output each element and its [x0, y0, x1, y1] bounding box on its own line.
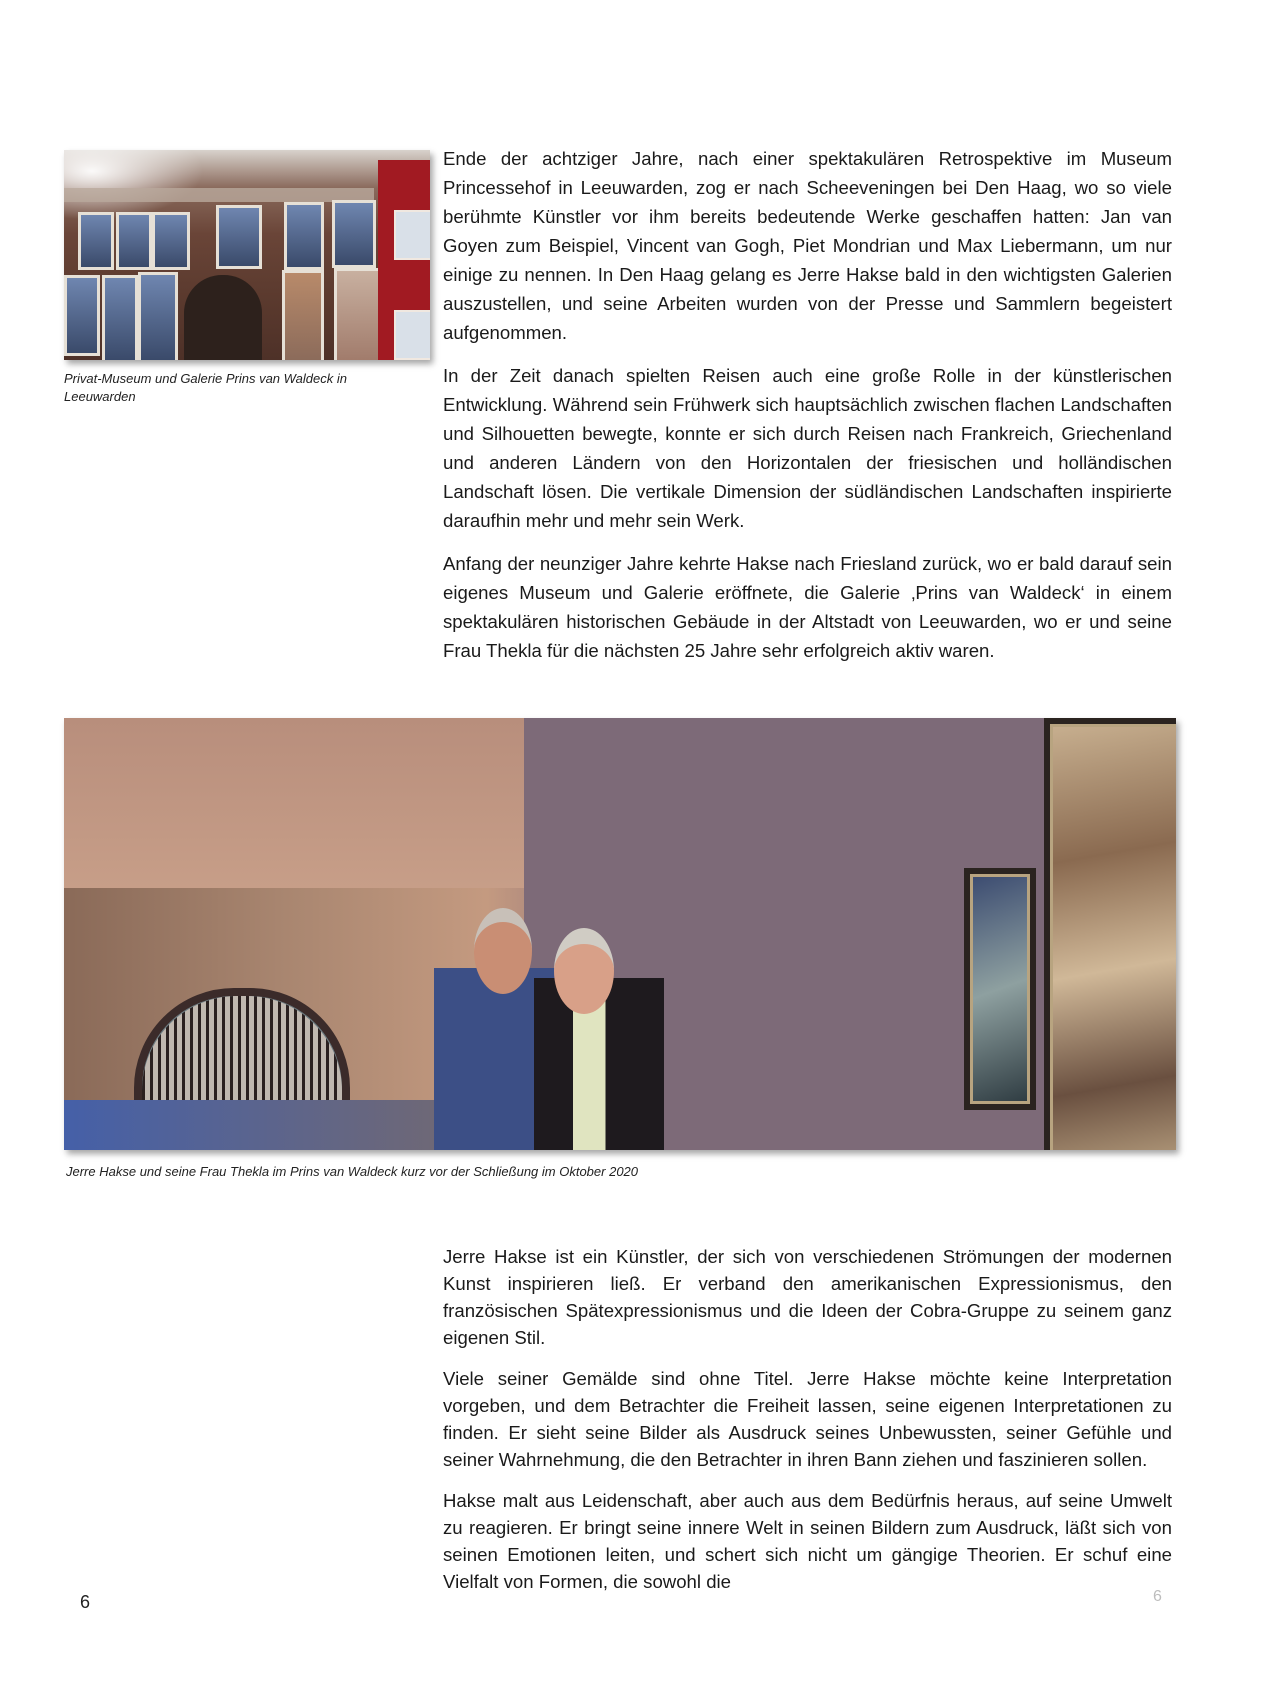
- arched-doorway: [184, 275, 262, 360]
- article-text-bottom: [443, 1243, 1172, 1595]
- article-text-top: [443, 144, 1172, 665]
- painting: [1044, 718, 1176, 1150]
- paragraph: In der Zeit danach spielten Reisen auch eine große Rolle in der künstlerischen Entwicklung. Während sein Frühwerk sich hauptsächlich zwischen flachen Landschaften und Silhouetten bewegte, konnte er sich durch Reisen nach Frankreich, Griechenland und anderen Ländern von den Horizontalen der friesischen und holländischen Landschaft lösen. Die vertikale Dimension der südländischen Landschaften inspirierte daraufhin mehr und mehr sein Werk.: [443, 365, 1172, 531]
- painting: [964, 868, 1036, 1110]
- gallery-photo: [64, 718, 1176, 1150]
- gallery-photo-caption: Jerre Hakse und seine Frau Thekla im Prins van Waldeck kurz vor der Schließung im Oktober 2020: [66, 1164, 639, 1179]
- paragraph: Viele seiner Gemälde sind ohne Titel. Jerre Hakse möchte keine Interpretation vorgeben, und dem Betrachter die Freiheit lassen, seine eigenen Interpretationen zu finden. Er sieht seine Bilder als Ausdruck seines Unbewussten, seiner Gefühle und seiner Wahrnehmung, die den Betrachter in ihren Bann ziehen und faszinieren sollen.: [443, 1368, 1172, 1470]
- paragraph: Ende der achtziger Jahre, nach einer spektakulären Retrospektive im Museum Princessehof in Leeuwarden, zog er nach Scheeveningen bei Den Haag, wo so viele berühmte Künstler vor ihm bereits bedeutende Werke geschaffen hatten: Jan van Goyen zum Beispiel, Vincent van Gogh, Piet Mondrian und Max Liebermann, um nur einige zu nennen. In Den Haag gelang es Jerre Hakse bald in den wichtigsten Galerien auszustellen, und seine Arbeiten wurden von der Presse und Sammlern begeistert aufgenommen.: [443, 148, 1172, 343]
- person-woman: [534, 978, 664, 1150]
- page-number-ghost: 6: [1153, 1588, 1162, 1605]
- paragraph: Jerre Hakse ist ein Künstler, der sich von verschiedenen Strömungen der modernen Kunst inspirieren ließ. Er verband den amerikanischen Expressionismus, den französischen Spätexpressionismus und die Ideen der Cobra-Gruppe zu seinem ganz eigenen Stil.: [443, 1246, 1172, 1348]
- page-number: 6: [80, 1592, 91, 1612]
- building-photo: [64, 150, 430, 360]
- paragraph: Hakse malt aus Leidenschaft, aber auch aus dem Bedürfnis heraus, auf seine Umwelt zu reagieren. Er bringt seine innere Welt in seinen Bildern zum Ausdruck, läßt sich von seinen Emotionen leiten, und schert sich nicht um gängige Theorien. Er schuf eine Vielfalt von Formen, die sowohl die: [443, 1490, 1172, 1592]
- paragraph: Anfang der neunziger Jahre kehrte Hakse nach Friesland zurück, wo er bald darauf sein eigenes Museum und Galerie eröffnete, die Galerie ‚Prins van Waldeck‘ in einem spektakulären historischen Gebäude in der Altstadt von Leeuwarden, wo er und seine Frau Thekla für die nächsten 25 Jahre sehr erfolgreich aktiv waren.: [443, 553, 1172, 661]
- building-photo-caption: Privat-Museum und Galerie Prins van Waldeck in Leeuwarden: [64, 371, 347, 404]
